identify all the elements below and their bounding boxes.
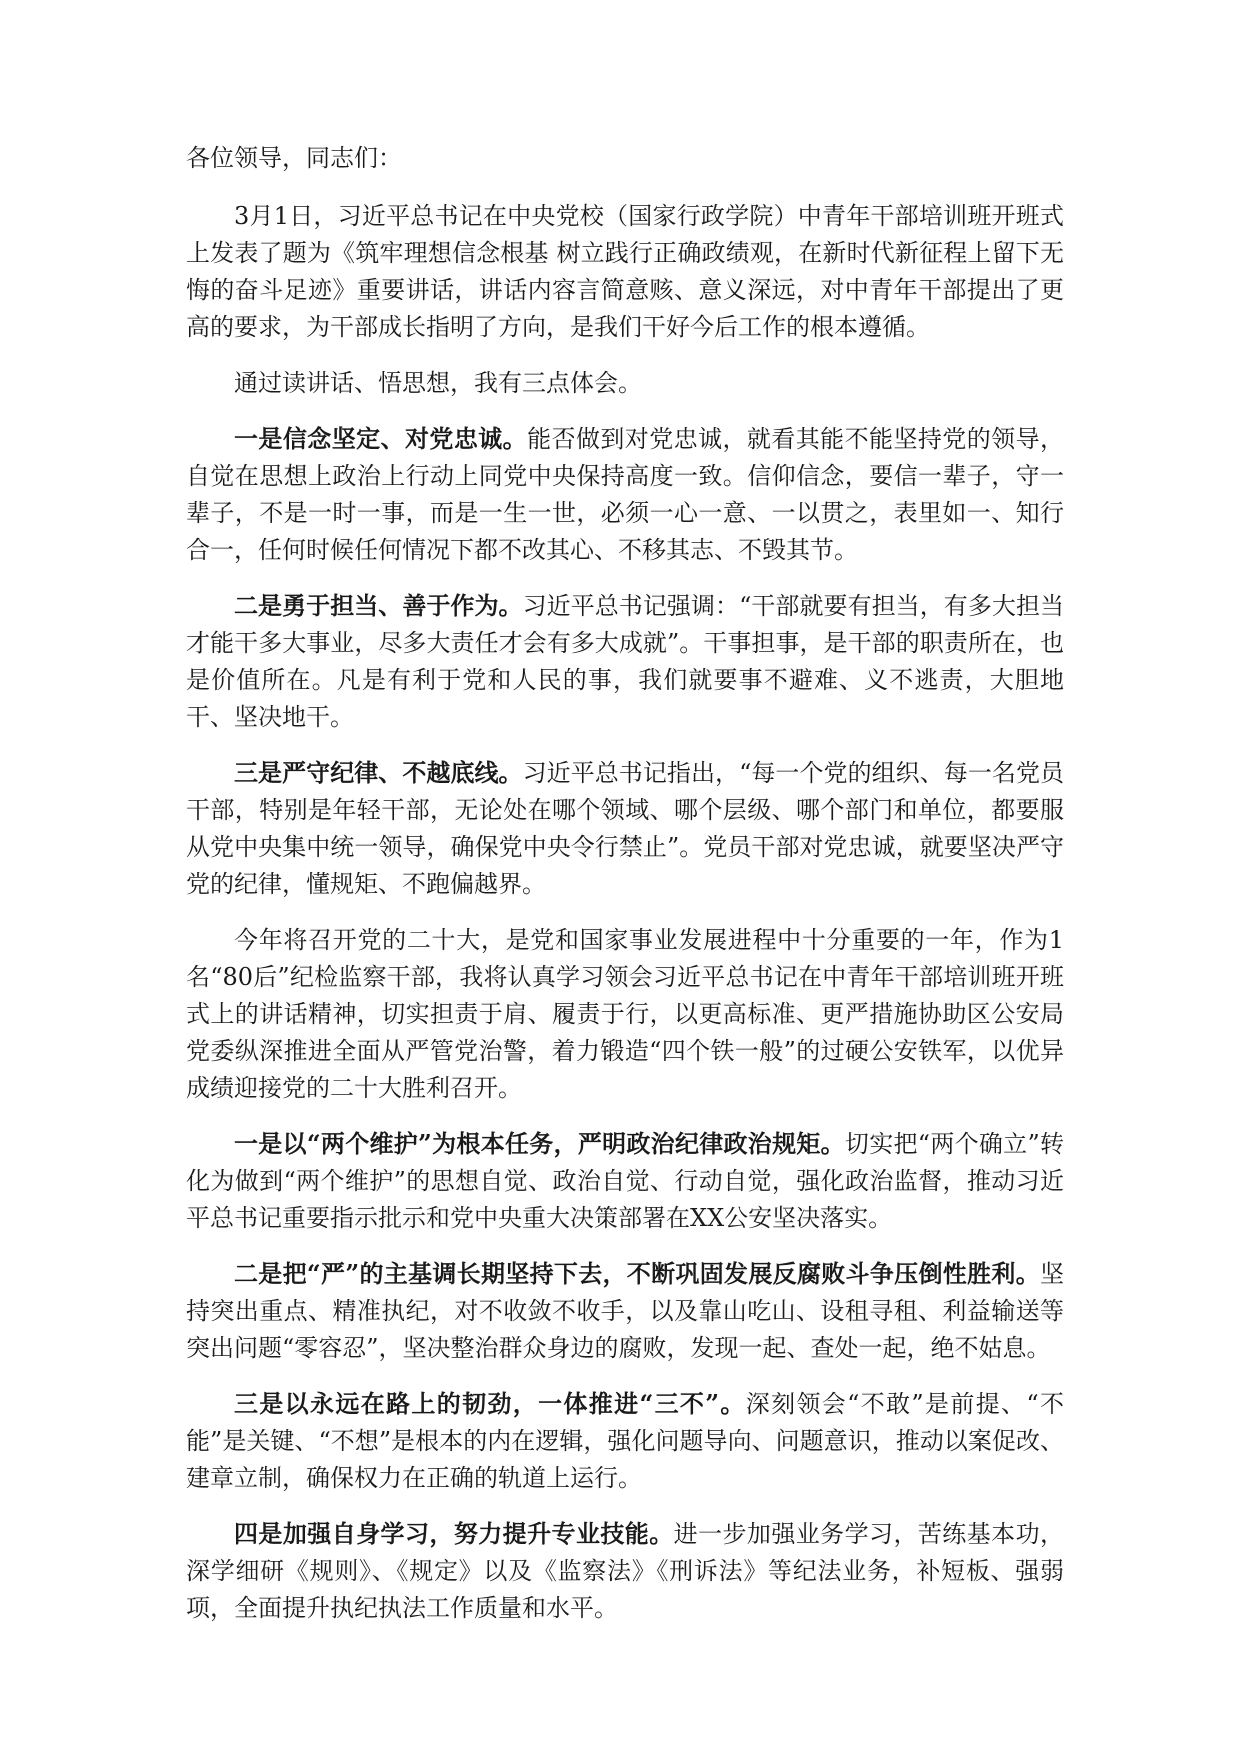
paragraph-text: 3月1日，习近平总书记在中央党校（国家行政学院）中青年干部培训班开班式上发表了题为《筑牢理想信念根基 树立践行正确政绩观，在新时代新征程上留下无悔的奋斗足迹》重要讲话，讲话内容言简意赅、意义深远，对中青年干部提出了更高的要求，为干部成长指明了方向，是我们干好今后工作的根本遵循。 xyxy=(186,202,1064,341)
paragraph-lead: 一是以“两个维护”为根本任务，严明政治纪律政治规矩。 xyxy=(234,1129,845,1158)
paragraph-text: 习近平总书记指出，“每一个党的组织、每一名党员干部，特别是年轻干部，无论处在哪个领域、哪个层级、哪个部门和单位，都要服从党中央集中统一领导，确保党中央令行禁止”。党员干部对党忠诚，就要坚决严守党的纪律，懂规矩、不跑偏越界。 xyxy=(186,759,1064,898)
paragraph-text: 能否做到对党忠诚，就看其能不能坚持党的领导，自觉在思想上政治上行动上同党中央保持高度一致。信仰信念，要信一辈子，守一辈子，不是一时一事，而是一生一世，必须一心一意、一以贯之，表里如一、知行合一，任何时候任何情况下都不改其心、不移其志、不毁其节。 xyxy=(186,425,1065,564)
paragraph-text: 坚持突出重点、精准执纪，对不收敛不收手，以及靠山吃山、设租寻租、利益输送等突出问题“零容忍”，坚决整治群众身边的腐败，发现一起、查处一起，绝不姑息。 xyxy=(186,1260,1064,1362)
paragraph-text: 深刻领会“不敢”是前提、“不能”是关键、“不想”是根本的内在逻辑，强化问题导向、问题意识，推动以案促改、建章立制，确保权力在正确的轨道上运行。 xyxy=(186,1390,1065,1492)
paragraph-point-3 xyxy=(186,754,1064,903)
paragraph-lead: 二是把“严”的主基调长期坚持下去，不断巩固发展反腐败斗争压倒性胜利。 xyxy=(234,1259,1040,1288)
paragraph-lead: 三是严守纪律、不越底线。 xyxy=(234,758,523,787)
paragraph-point-1 xyxy=(186,420,1064,569)
document-page xyxy=(186,140,1064,1645)
paragraph-text: 习近平总书记强调：“干部就要有担当，有多大担当才能干多大事业，尽多大责任才会有多大成就”。干事担事，是干部的职责所在，也是价值所在。凡是有利于党和人民的事，我们就要事不避难、义不逃责，大胆地干、坚决地干。 xyxy=(186,592,1064,731)
paragraph-measure-2 xyxy=(186,1255,1064,1367)
greeting: 各位领导，同志们： xyxy=(186,144,402,172)
paragraph-measure-1 xyxy=(186,1125,1064,1237)
paragraph-text: 进一步加强业务学习，苦练基本功，深学细研《规则》、《规定》以及《监察法》《刑诉法》等纪法业务，补短板、强弱项，全面提升执纪执法工作质量和水平。 xyxy=(186,1520,1065,1622)
paragraph-lead: 一是信念坚定、对党忠诚。 xyxy=(234,424,528,453)
paragraph-commitment xyxy=(186,921,1064,1107)
paragraph-measure-3 xyxy=(186,1385,1064,1497)
paragraph-text: 切实把“两个确立”转化为做到“两个维护”的思想自觉、政治自觉、行动自觉，强化政治监督，推动习近平总书记重要指示批示和党中央重大决策部署在XX公安坚决落实。 xyxy=(186,1130,1064,1232)
paragraph-lead: 三是以永远在路上的韧劲，一体推进“三不”。 xyxy=(234,1389,746,1418)
paragraph-intro xyxy=(186,197,1064,346)
paragraph-text: 通过读讲话、悟思想，我有三点体会。 xyxy=(234,369,642,397)
paragraph-measure-4 xyxy=(186,1515,1064,1627)
paragraph-lead: 四是加强自身学习，努力提升专业技能。 xyxy=(234,1519,674,1548)
paragraph-lead: 二是勇于担当、善于作为。 xyxy=(234,591,523,620)
paragraph-summary xyxy=(186,364,1064,402)
paragraph-text: 今年将召开党的二十大，是党和国家事业发展进程中十分重要的一年，作为1名“80后”纪检监察干部，我将认真学习领会习近平总书记在中青年干部培训班开班式上的讲话精神，切实担责于肩、履责于行，以更高标准、更严措施协助区公安局党委纵深推进全面从严管党治警，着力锻造“四个铁一般”的过硬公安铁军，以优异成绩迎接党的二十大胜利召开。 xyxy=(186,926,1064,1102)
paragraph-point-2 xyxy=(186,587,1064,736)
